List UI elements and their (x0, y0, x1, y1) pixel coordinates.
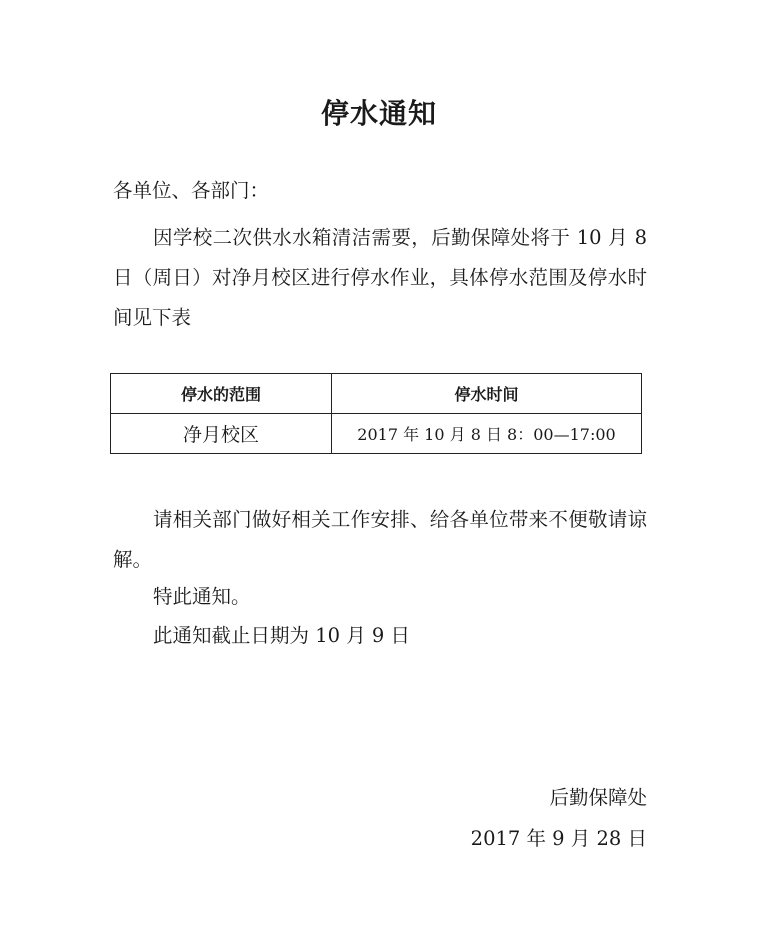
header-scope: 停水的范围 (111, 374, 332, 414)
outage-schedule-table (110, 373, 642, 454)
cell-scope: 净月校区 (111, 414, 332, 454)
cell-time: 2017 年 10 月 8 日 8：00—17:00 (332, 414, 642, 454)
table-header-row (111, 374, 642, 414)
notice-line: 特此通知。 (153, 585, 251, 608)
document-title: 停水通知 (320, 97, 437, 130)
paragraph-announcement: 因学校二次供水水箱清洁需要，后勤保障处将于 10 月 8 日（周日）对净月校区进行停水作业，具体停水范围及停水时间见下表 (113, 226, 647, 329)
signature-department: 后勤保障处 (549, 786, 647, 809)
paragraph-apology: 请相关部门做好相关工作安排、给各单位带来不便敬请谅解。 (113, 508, 647, 571)
table-row (111, 414, 642, 454)
signature-date: 2017 年 9 月 28 日 (470, 827, 647, 850)
salutation: 各单位、各部门： (113, 179, 270, 202)
deadline-line: 此通知截止日期为 10 月 9 日 (153, 624, 411, 647)
header-time: 停水时间 (332, 374, 642, 414)
